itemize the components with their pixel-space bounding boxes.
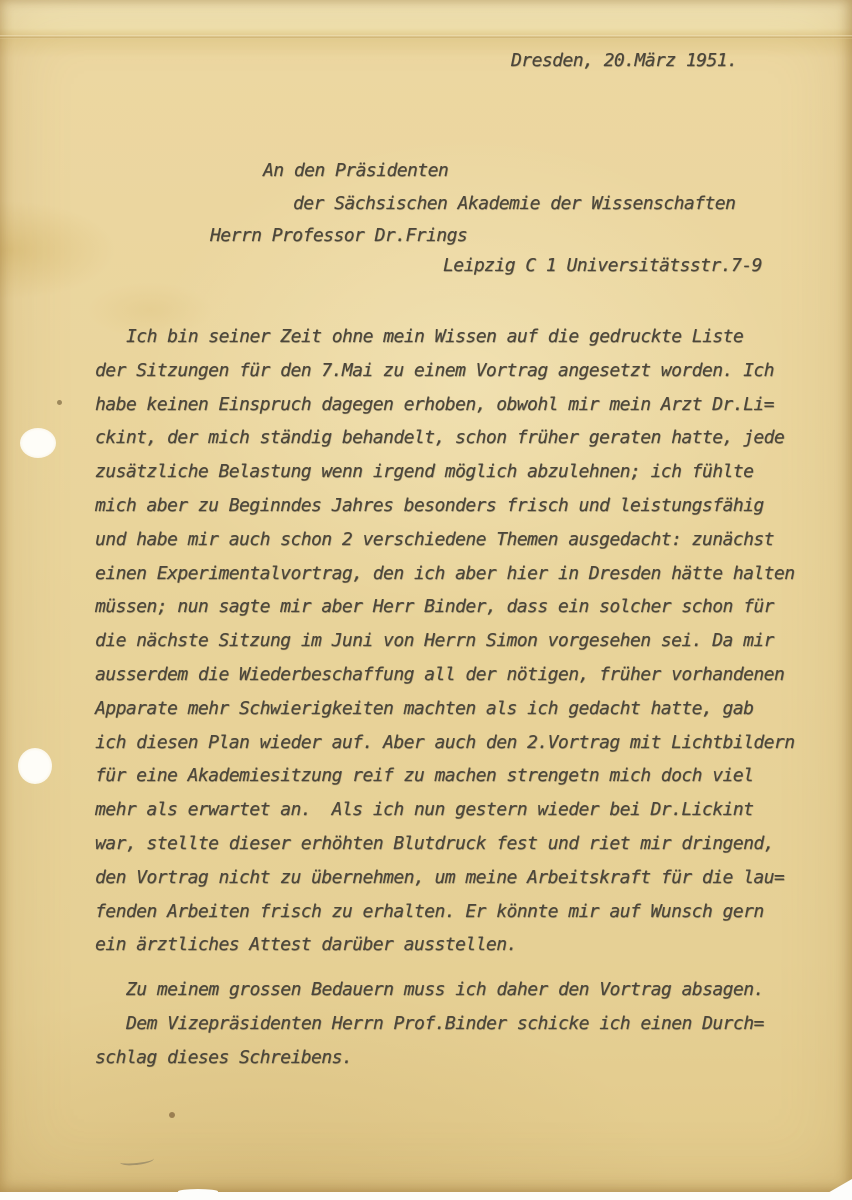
letter-line: die nächste Sitzung im Juni von Herrn Simon vorgesehen sei. Da mir (95, 630, 774, 652)
recipient-line-2: der Sächsischen Akademie der Wissenschaften (293, 193, 736, 214)
letter-line: mehr als erwartet an. Als ich nun gestern wieder bei Dr.Lickint (95, 799, 754, 821)
date-line: Dresden, 20.März 1951. (511, 50, 738, 71)
letter-line: mich aber zu Beginndes Jahres besonders frisch und leistungsfähig (95, 494, 764, 516)
letter-line: ckint, der mich ständig behandelt, schon früher geraten hatte, jede (95, 427, 785, 449)
letter-line: schlag dieses Schreibens. (95, 1046, 353, 1068)
recipient-line-3: Herrn Professor Dr.Frings (210, 225, 468, 246)
letter-body (95, 320, 810, 1075)
letter-line: war, stellte dieser erhöhten Blutdruck fest und riet mir dringend, (95, 832, 774, 854)
letter-line: ich diesen Plan wieder auf. Aber auch den 2.Vortrag mit Lichtbildern (95, 731, 795, 753)
punch-hole (18, 748, 52, 784)
paper-speck (57, 400, 62, 405)
letter-line: ausserdem die Wiederbeschaffung all der nötigen, früher vorhandenen (95, 663, 785, 685)
fold-crease (0, 35, 852, 39)
letter-line: und habe mir auch schon 2 verschiedene Themen ausgedacht: zunächst (95, 528, 774, 550)
recipient-line-4: Leipzig C 1 Universitätsstr.7-9 (443, 255, 762, 276)
paper-speck (169, 1112, 175, 1118)
letter-line: der Sitzungen für den 7.Mai zu einem Vortrag angesetzt worden. Ich (95, 359, 774, 381)
letter-line: zusätzliche Belastung wenn irgend möglich abzulehnen; ich fühlte (95, 461, 754, 483)
letter-line: Apparate mehr Schwierigkeiten machten als ich gedacht hatte, gab (95, 697, 754, 719)
scan-edge (0, 1192, 852, 1200)
punch-hole (20, 428, 56, 458)
letter-line: Zu meinem grossen Bedauern muss ich daher den Vortrag absagen. (126, 979, 764, 1001)
letter-line: habe keinen Einspruch dagegen erhoben, obwohl mir mein Arzt Dr.Li= (95, 393, 774, 415)
scan-edge-nick (178, 1189, 218, 1194)
letter-line: Ich bin seiner Zeit ohne mein Wissen auf die gedruckte Liste (126, 326, 744, 347)
pencil-mark (120, 1155, 155, 1166)
letter-line: fenden Arbeiten frisch zu erhalten. Er könnte mir auf Wunsch gern (95, 900, 764, 922)
letter-line: müssen; nun sagte mir aber Herr Binder, dass ein solcher schon für (95, 596, 774, 618)
letter-line: einen Experimentalvortrag, den ich aber hier in Dresden hätte halten (95, 562, 795, 584)
letter-line: den Vortrag nicht zu übernehmen, um meine Arbeitskraft für die lau= (95, 866, 785, 888)
letter-line: ein ärztliches Attest darüber ausstellen. (95, 934, 517, 956)
letter-line: Dem Vizepräsidenten Herrn Prof.Binder schicke ich einen Durch= (126, 1012, 764, 1034)
letter-line: für eine Akademiesitzung reif zu machen strengetn mich doch viel (95, 765, 754, 787)
recipient-line-1: An den Präsidenten (263, 160, 449, 181)
